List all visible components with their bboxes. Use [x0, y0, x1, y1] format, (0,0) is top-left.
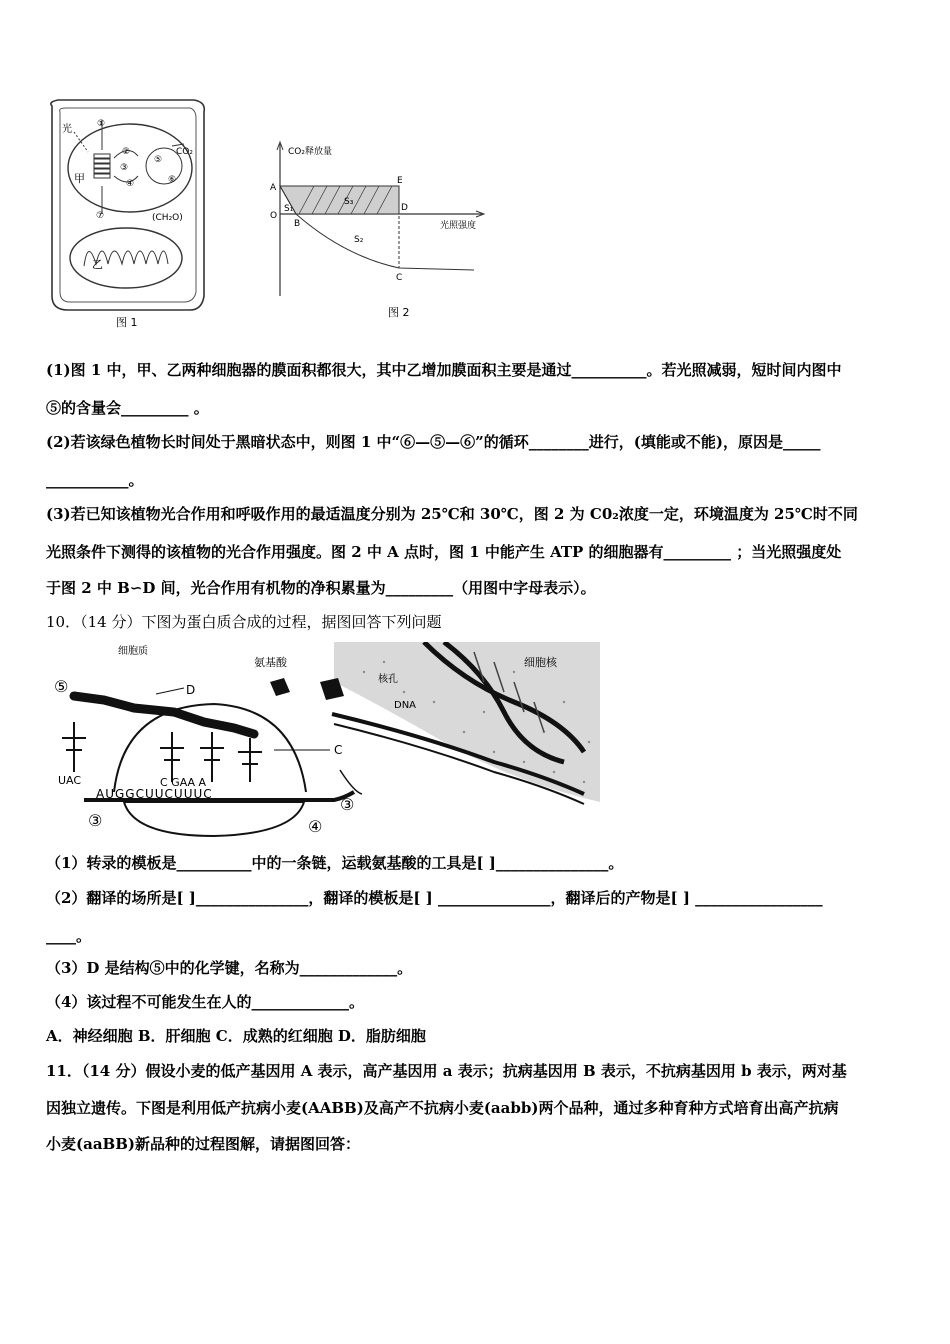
q9-part3-line2: 光照条件下测得的该植物的光合作用强度。图 2 中 A 点时，图 1 中能产生 ATP 的细胞器有_________ ；当光照强度处 — [46, 543, 842, 561]
chloroplast — [68, 124, 192, 212]
q10-sub3: （3）D 是结构⑤中的化学键，名称为_____________。 — [46, 959, 413, 977]
fig2-label-S2: S₂ — [354, 235, 364, 245]
label-n4: ④ — [308, 817, 323, 836]
fig1-n3: ③ — [120, 163, 129, 173]
figure1-cell — [51, 100, 204, 329]
fig1-co2-label: CO₂ — [176, 147, 193, 157]
label-n3-left: ③ — [88, 811, 103, 830]
q11-line1: 11．（14 分）假设小麦的低产基因用 A 表示，高产基因用 a 表示；抗病基因用 B 表示，不抗病基因用 b 表示，两对基 — [46, 1062, 847, 1080]
q10-sub1: （1）转录的模板是__________中的一条链，运载氨基酸的工具是[ ]_______________。 — [46, 854, 624, 872]
fig1-ch2o-label: (CH₂O) — [152, 213, 183, 223]
q10-sub2-line2: ____。 — [46, 927, 92, 945]
fig2-label-C: C — [396, 273, 403, 283]
label-pore: 核孔 — [378, 674, 398, 685]
figure-protein-synthesis — [44, 642, 604, 842]
label-dna: DNA — [394, 700, 417, 711]
mitochondrion — [70, 228, 182, 288]
label-anticodon-2: C GAA A — [160, 776, 207, 789]
label-nucleus: 细胞核 — [524, 656, 557, 669]
q10-sub4: （4）该过程不可能发生在人的_____________。 — [46, 993, 364, 1011]
label-mrna-sequence: AUGGCUUCUUUC — [96, 787, 213, 801]
grana-icon — [94, 154, 110, 178]
q11-line3: 小麦(aaBB)新品种的过程图解，请据图回答： — [46, 1135, 360, 1153]
fig1-n1: ① — [97, 119, 106, 129]
fig1-caption: 图 1 — [116, 316, 138, 329]
q9-part1-line2: ⑤的含量会_________ 。 — [46, 399, 209, 417]
q9-part3-line1: (3)若已知该植物光合作用和呼吸作用的最适温度分别为 25℃和 30℃，图 2 为 C0₂浓度一定，环境温度为 25℃时不同 — [46, 505, 858, 523]
fig1-n6: ⑥ — [168, 175, 177, 185]
q10-sub2-line1: （2）翻译的场所是[ ]_______________，翻译的模板是[ ] _______________，翻译后的产物是[ ] _________________ — [46, 889, 823, 907]
fig1-n5: ⑤ — [154, 155, 163, 165]
fig2-label-D: D — [401, 203, 408, 213]
fig1-yi-label: 乙 — [92, 258, 103, 271]
figure-photosynthesis — [44, 96, 490, 332]
fig2-xlabel: 光照强度 — [440, 221, 477, 231]
fig2-label-O: O — [270, 211, 278, 221]
s3-shaded-area — [280, 186, 399, 214]
q9-part3-line3: 于图 2 中 B∽D 间，光合作用有机物的净积累量为_________（用图中字母表示）。 — [46, 579, 596, 597]
fig2-ylabel: CO₂释放量 — [288, 147, 332, 157]
label-C: C — [334, 743, 343, 757]
fig2-label-S3: S₃ — [344, 197, 354, 207]
label-anticodon-1: UAC — [58, 774, 82, 787]
nucleus-region — [334, 642, 600, 802]
fig2-label-B: B — [294, 219, 301, 229]
fig1-n2: ② — [122, 147, 131, 157]
label-n3-right: ③ — [340, 795, 355, 814]
fig2-label-S1: S₁ — [284, 204, 294, 214]
fig2-caption: 图 2 — [388, 306, 410, 319]
label-n5: ⑤ — [54, 677, 69, 696]
q9-part1-line1: (1)图 1 中，甲、乙两种细胞器的膜面积都很大，其中乙增加膜面积主要是通过__________。若光照减弱，短时间内图中 — [46, 361, 842, 379]
label-amino-acid: 氨基酸 — [254, 656, 287, 669]
fig2-label-E: E — [397, 176, 403, 186]
label-cytoplasm: 细胞质 — [118, 646, 148, 657]
fig1-n7: ⑦ — [96, 211, 105, 221]
label-D: D — [186, 683, 196, 697]
q10-heading: 10．（14 分）下图为蛋白质合成的过程，据图回答下列问题 — [46, 613, 442, 631]
fig1-light-label: 光 — [62, 124, 72, 135]
fig1-n4: ④ — [126, 179, 135, 189]
q11-line2: 因独立遗传。下图是利用低产抗病小麦(AABB)及高产不抗病小麦(aabb)两个品种，通过多种育种方式培育出高产抗病 — [46, 1099, 839, 1117]
q10-options: A．神经细胞 B．肝细胞 C．成熟的红细胞 D．脂肪细胞 — [46, 1027, 426, 1045]
fig1-jia-label: 甲 — [74, 172, 85, 185]
figure2-graph — [270, 142, 484, 319]
q9-part2-line2: ___________。 — [46, 471, 144, 489]
q9-part2-line1: (2)若该绿色植物长时间处于黑暗状态中，则图 1 中“⑥—⑤—⑥”的循环________进行，(填能或不能)，原因是_____ — [46, 433, 821, 451]
fig2-label-A: A — [270, 183, 277, 193]
